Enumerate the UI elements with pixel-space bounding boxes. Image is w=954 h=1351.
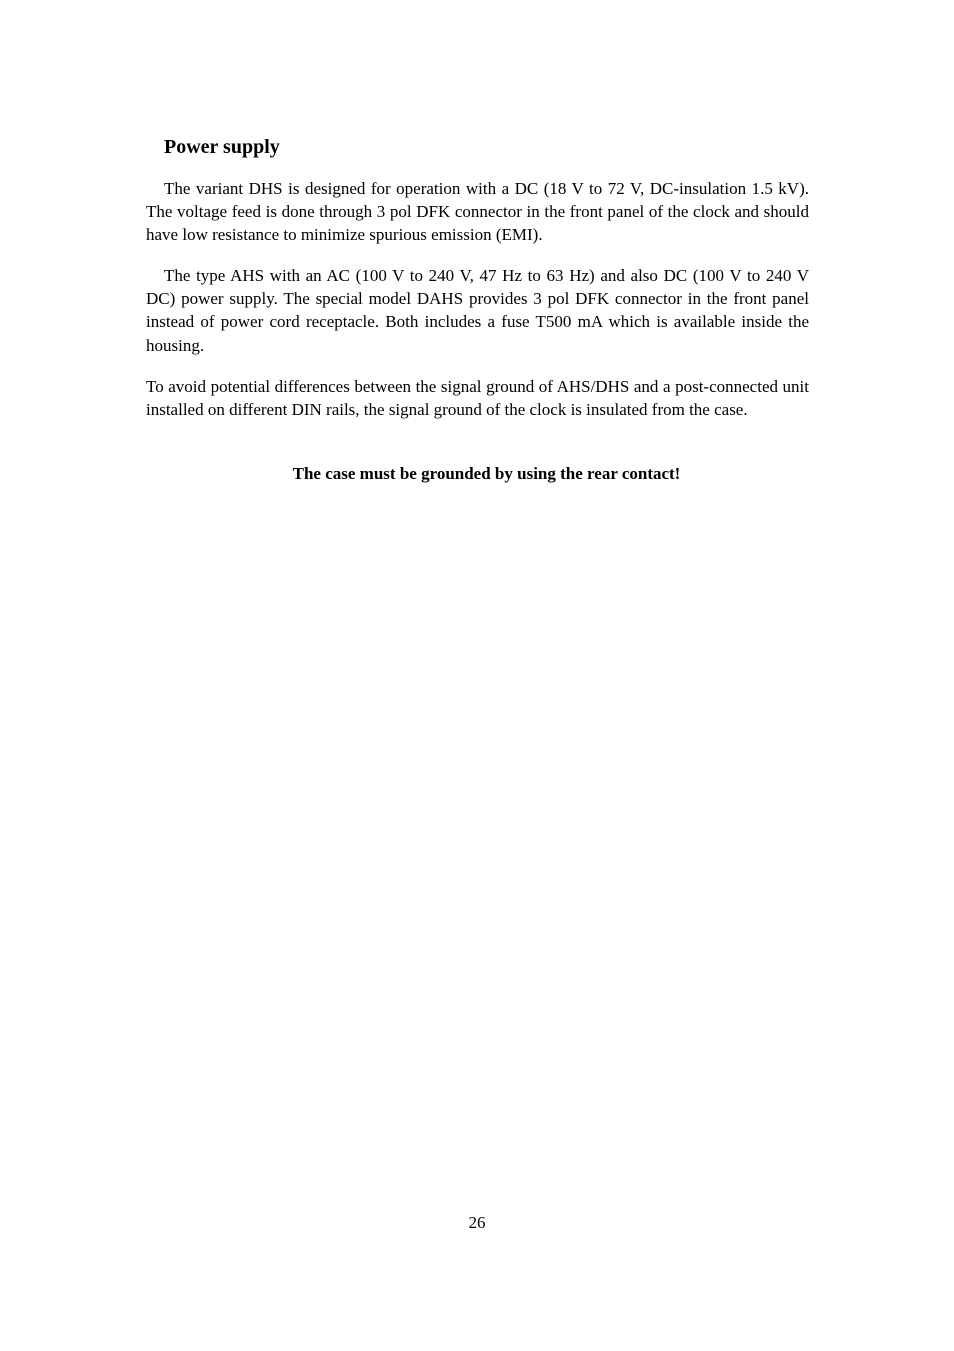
paragraph-dhs-dc-supply: The variant DHS is designed for operation with a DC (18 V to 72 V, DC-insulation 1.5 kV). The voltage feed is done through 3 pol DFK connector in the front panel of the clock and should have low resistance to minimize spurious emission (EMI). <box>146 179 809 245</box>
page-number: 26 <box>468 1213 486 1232</box>
paragraph-signal-ground: To avoid potential differences between the signal ground of AHS/DHS and a post-connected unit installed on different DIN rails, the signal ground of the clock is insulated from the case. <box>146 377 809 420</box>
section-heading: Power supply <box>164 136 280 158</box>
paragraph-ahs-ac-supply: The type AHS with an AC (100 V to 240 V, 47 Hz to 63 Hz) and also DC (100 V to 240 V DC) power supply. The special model DAHS provides 3 pol DFK connector in the front panel instead of power cord receptacle. Both includes a fuse T500 mA which is available inside the housing. <box>146 266 809 355</box>
grounding-notice: The case must be grounded by using the rear contact! <box>292 464 681 483</box>
